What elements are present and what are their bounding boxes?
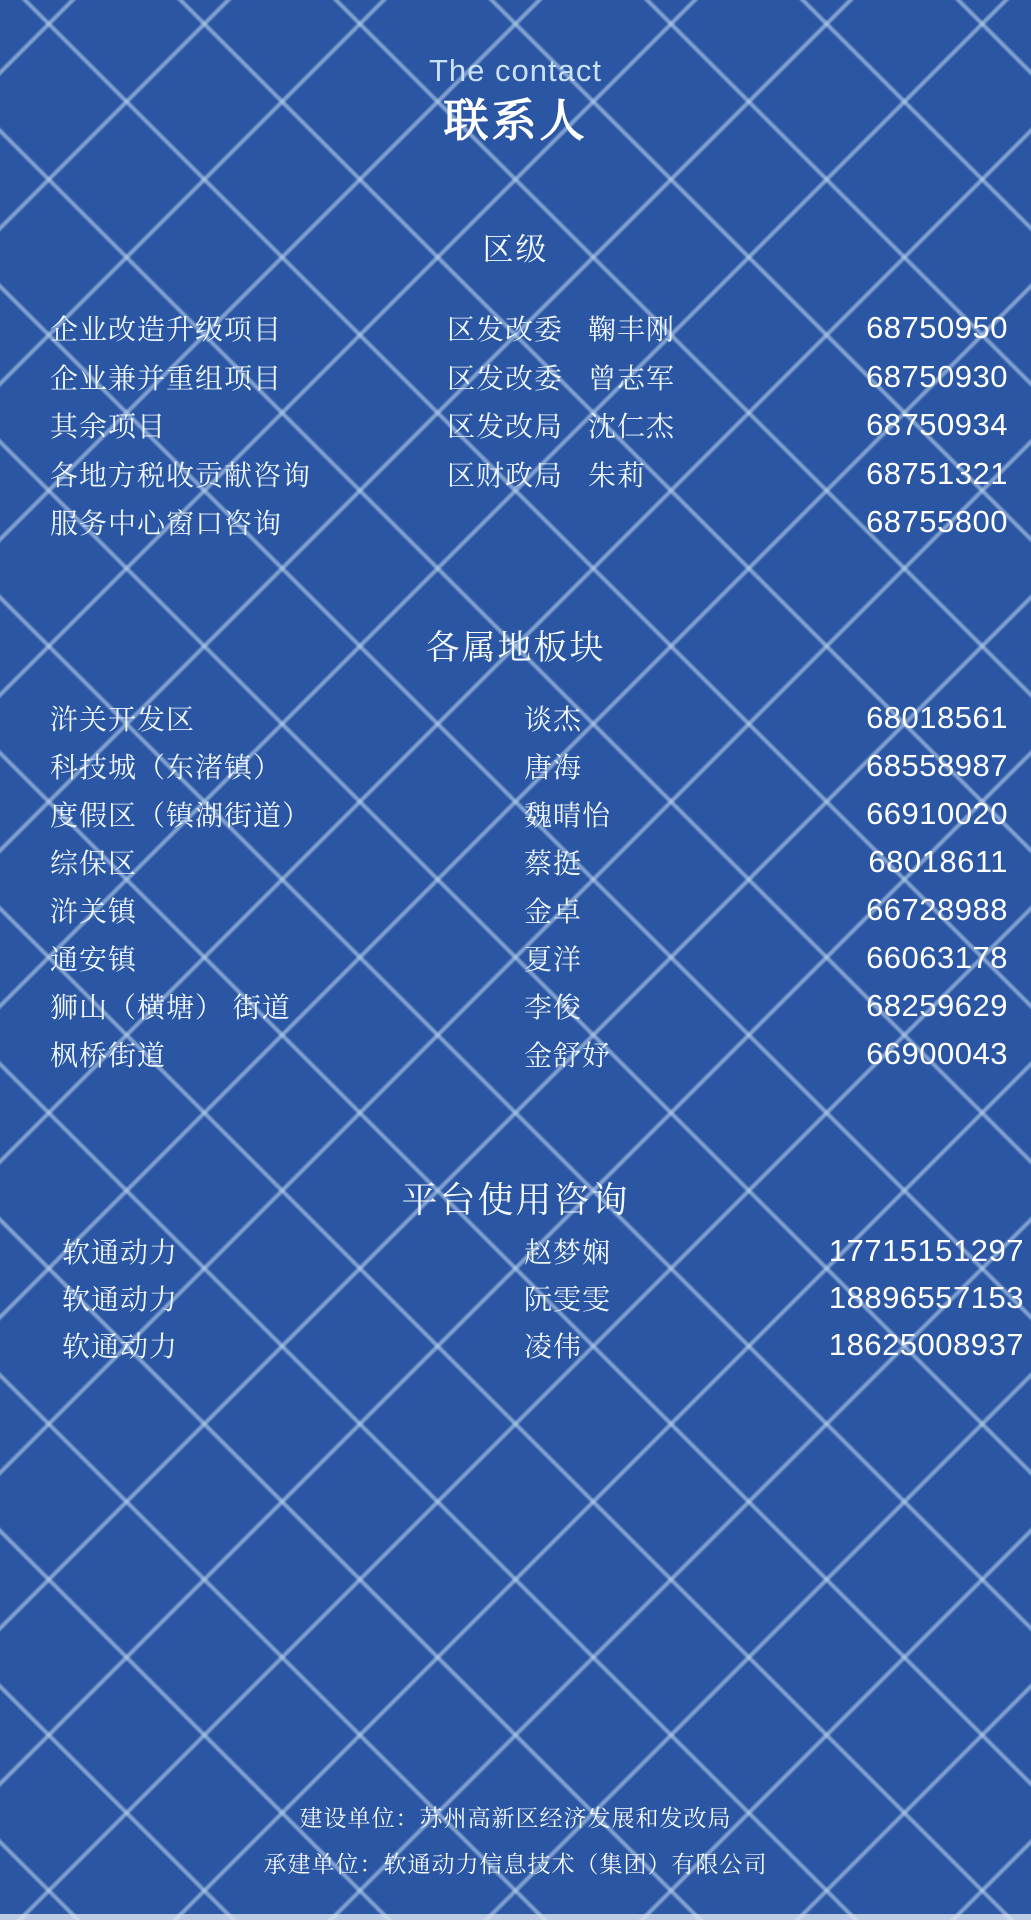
row-item-label: 软通动力 (62, 1236, 179, 1268)
table-row (0, 838, 1031, 886)
row-phone-number: 66063178 (866, 940, 1008, 975)
row-contact-name: 蔡挺 (524, 848, 583, 879)
table-row (0, 498, 1031, 547)
row-item-label: 科技城（东渚镇） (50, 752, 283, 783)
row-phone-number: 18896557153 (828, 1279, 1024, 1315)
row-department: 区财政局 (447, 459, 564, 491)
row-item-label: 浒关开发区 (50, 704, 196, 735)
row-contact-name: 金卓 (524, 896, 583, 927)
page-title-en: The contact (429, 53, 602, 88)
table-row (0, 1274, 1031, 1321)
row-contact-name: 朱莉 (588, 459, 647, 491)
table-row (0, 982, 1031, 1030)
table-row (0, 790, 1031, 838)
row-contact-name: 赵梦娴 (524, 1236, 612, 1268)
row-phone-number: 66728988 (866, 892, 1008, 927)
district-table (0, 304, 1031, 547)
table-row (0, 694, 1031, 742)
table-row (0, 1227, 1031, 1274)
section-heading-territories: 各属地板块 (425, 629, 606, 667)
row-item-label: 各地方税收贡献咨询 (50, 459, 312, 491)
table-row (0, 1030, 1031, 1078)
row-contact-name: 谈杰 (524, 704, 583, 735)
table-row (0, 450, 1031, 499)
footer-contractor-line: 承建单位：软通动力信息技术（集团）有限公司 (263, 1851, 768, 1877)
row-department: 区发改局 (447, 411, 564, 443)
row-phone-number: 68259629 (866, 988, 1008, 1023)
row-department: 区发改委 (447, 314, 564, 346)
row-item-label: 软通动力 (62, 1283, 179, 1315)
row-contact-name: 沈仁杰 (588, 411, 676, 443)
footer-builder-line: 建设单位：苏州高新区经济发展和发改局 (299, 1805, 732, 1831)
row-contact-name: 魏晴怡 (524, 800, 612, 831)
row-contact-name: 鞠丰刚 (588, 314, 676, 346)
row-department: 区发改委 (447, 362, 564, 394)
table-row (0, 934, 1031, 982)
section-heading-district: 区级 (482, 232, 549, 267)
row-contact-name: 曾志军 (588, 362, 676, 394)
row-item-label: 枫桥街道 (50, 1040, 167, 1071)
row-contact-name: 李俊 (524, 992, 583, 1023)
platform-support-table (0, 1227, 1031, 1368)
row-item-label: 企业改造升级项目 (50, 314, 283, 346)
row-item-label: 度假区（镇湖街道） (50, 800, 312, 831)
row-item-label: 其余项目 (50, 411, 167, 443)
table-row (0, 742, 1031, 790)
row-contact-name: 凌伟 (524, 1330, 583, 1362)
territories-table (0, 694, 1031, 1078)
table-row (0, 353, 1031, 402)
row-phone-number: 68750934 (866, 407, 1008, 443)
row-phone-number: 68750950 (866, 310, 1008, 346)
row-phone-number: 68558987 (866, 748, 1008, 783)
page-title-cn: 联系人 (443, 95, 588, 146)
table-row (0, 1321, 1031, 1368)
row-item-label: 综保区 (50, 848, 138, 879)
table-row (0, 886, 1031, 934)
row-phone-number: 66900043 (866, 1036, 1008, 1071)
row-item-label: 企业兼并重组项目 (50, 362, 283, 394)
row-item-label: 通安镇 (50, 944, 138, 975)
row-phone-number: 68018611 (868, 844, 1008, 879)
row-phone-number: 68755800 (866, 504, 1008, 540)
row-item-label: 软通动力 (62, 1330, 179, 1362)
table-row (0, 401, 1031, 450)
row-contact-name: 金舒妤 (524, 1040, 612, 1071)
row-item-label: 浒关镇 (50, 896, 138, 927)
row-contact-name: 阮雯雯 (524, 1283, 612, 1315)
row-phone-number: 68018561 (866, 700, 1008, 735)
row-item-label: 狮山（横塘） 街道 (50, 992, 291, 1023)
section-heading-platform-support: 平台使用咨询 (401, 1179, 630, 1220)
row-phone-number: 68751321 (866, 455, 1008, 491)
bottom-edge-strip (0, 1914, 1031, 1920)
row-phone-number: 66910020 (866, 796, 1008, 831)
row-phone-number: 17715151297 (828, 1232, 1024, 1268)
table-row (0, 304, 1031, 353)
row-phone-number: 18625008937 (828, 1326, 1024, 1362)
row-contact-name: 唐海 (524, 752, 583, 783)
row-phone-number: 68750930 (866, 358, 1008, 394)
row-item-label: 服务中心窗口咨询 (50, 508, 283, 540)
row-contact-name: 夏洋 (524, 944, 583, 975)
